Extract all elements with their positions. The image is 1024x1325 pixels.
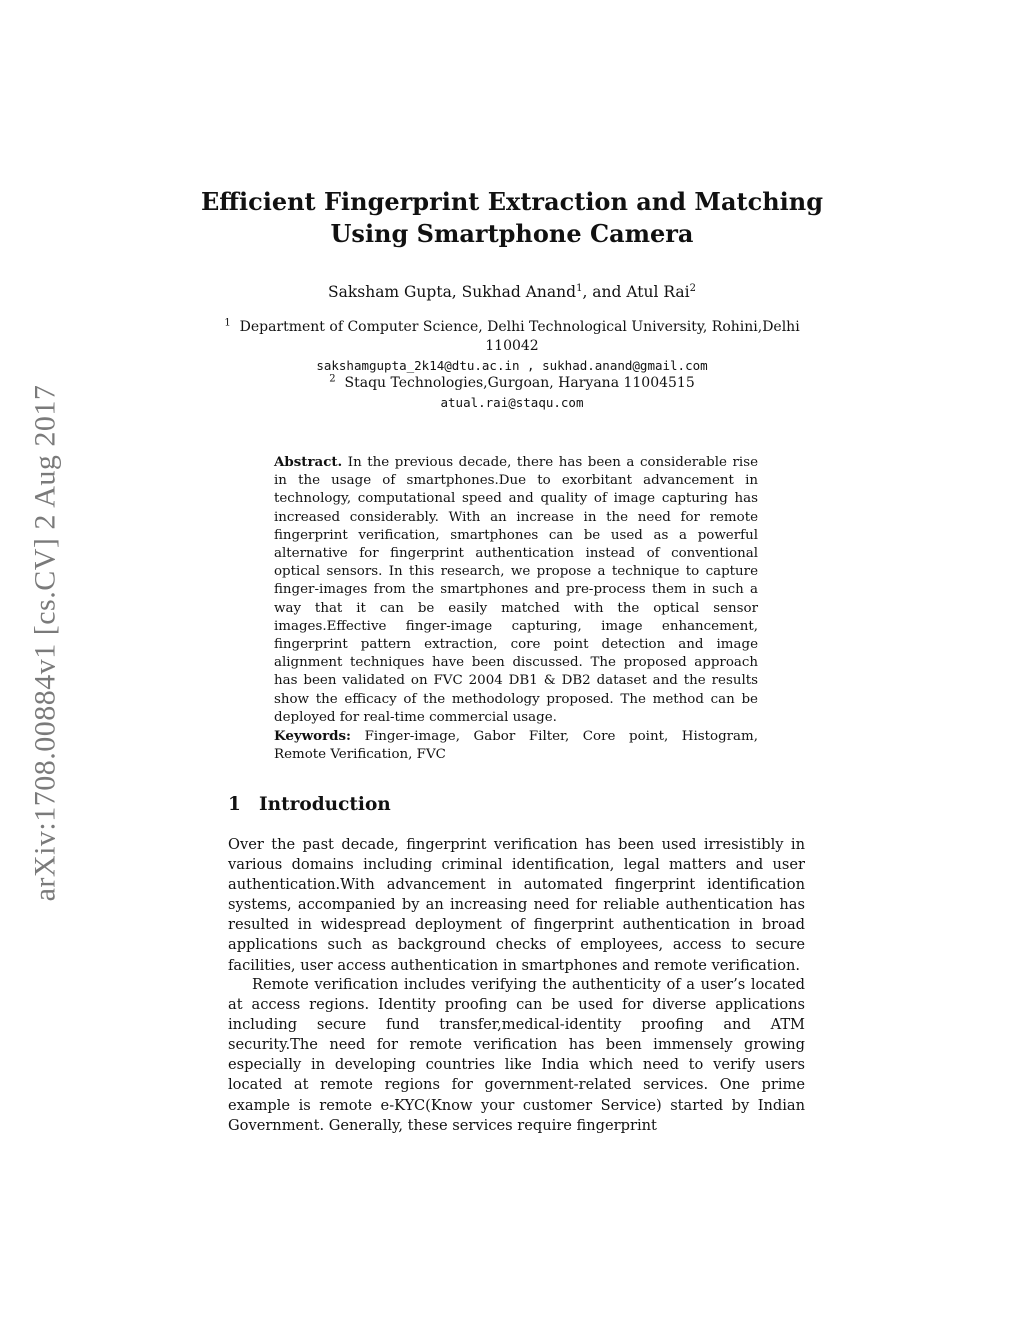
keywords-label: Keywords: — [274, 728, 352, 744]
abstract-text: In the previous decade, there has been a considerable rise in the usage of smartphones.Due to exorbitant advancement in technology, computational speed and quality of image capturing has increased considerably. With an increase in the need for remote fingerprint verification, smartphones can be used as a powerful alternative for fingerprint authentication instead of conventional optical sensors. In this research, we propose a technique to capture finger-images from the smartphones and pre-process them in such a way that it can be easily matched with the optical sensor images.Effective finger-image capturing, image enhancement, fingerprint pattern extraction, core point detection and image alignment techniques have been discussed. The proposed approach has been validated on FVC 2004 DB1 & DB2 dataset and the results show the efficacy of the methodology proposed. The method can be deployed for real-time commercial usage. — [274, 455, 758, 725]
intro-paragraph-1: Over the past decade, fingerprint verification has been used irresistibly in various domains including criminal identification, legal matters and user authentication.With advancement in automated fingerprint identification systems, accompanied by an increasing need for reliable authentication has resulted in widespread deployment of fingerprint authentication in broad applications such as background checks of employees, access to secure facilities, user access authentication in smartphones and remote verification. — [228, 836, 805, 974]
arxiv-identifier-text: arXiv:1708.00884v1 [cs.CV] 2 Aug 2017 — [28, 384, 62, 901]
affiliation-1-text: Department of Computer Science, Delhi Technological University, Rohini,Delhi — [239, 319, 800, 335]
section-heading-introduction — [228, 794, 391, 815]
arxiv-identifier-stamp — [20, 355, 70, 930]
affiliation-2-sup: 2 — [329, 373, 336, 385]
author-names-a: Saksham Gupta, Sukhad Anand — [328, 283, 577, 301]
author-names-b: , and Atul Rai — [582, 283, 690, 301]
section-title: Introduction — [259, 794, 391, 815]
author-sup-a: 1 — [576, 282, 583, 294]
title-line-2: Using Smartphone Camera — [330, 219, 694, 248]
affiliation-2-text: Staqu Technologies,Gurgoan, Haryana 11004515 — [344, 375, 695, 391]
title-line-1: Efficient Fingerprint Extraction and Matching — [201, 187, 823, 216]
paper-title — [0, 186, 1024, 250]
affiliation-1-emails: sakshamgupta_2k14@dtu.ac.in , sukhad.anand@gmail.com — [316, 358, 708, 373]
abstract — [274, 453, 758, 727]
abstract-label: Abstract. — [274, 454, 343, 470]
author-sup-b: 2 — [689, 282, 696, 294]
affiliation-2-email: atual.rai@staqu.com — [440, 395, 584, 410]
affiliation-1-line-2: 110042 — [485, 338, 539, 354]
keywords — [274, 727, 758, 764]
affiliation-1-line-1 — [0, 319, 1024, 335]
keywords-text: Finger-image, Gabor Filter, Core point, Histogram, Remote Verification, FVC — [274, 729, 758, 763]
affiliation-1-sup: 1 — [224, 317, 231, 329]
section-number: 1 — [228, 794, 241, 815]
intro-paragraph-2: Remote verification includes verifying the authenticity of a user’s located at access regions. Identity proofing can be used for diverse applications including secure fund transfer,medical-identity proofing and ATM security.The need for remote verification has been immensely growing especially in developing countries like India which need to verify users located at remote regions for government-related services. One prime example is remote e-KYC(Know your customer Service) started by Indian Government. Generally, these services require fingerprint — [228, 976, 805, 1134]
author-list — [0, 283, 1024, 301]
affiliation-2-line — [0, 375, 1024, 391]
